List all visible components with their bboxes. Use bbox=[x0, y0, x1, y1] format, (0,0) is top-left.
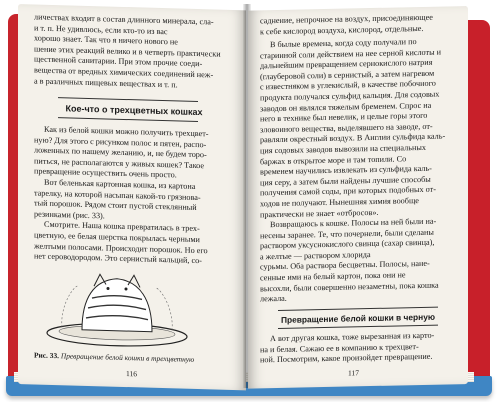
text-line: ция содовых заводов вывозили на специальных bbox=[260, 142, 426, 156]
text-line: с известняком в углекислый, в качестве побочного bbox=[260, 79, 436, 92]
text-line: ция серу, а затем были найдены лучшие способы bbox=[260, 174, 431, 188]
text-line: цветную, ее белая шерстка покрылась черными bbox=[34, 230, 200, 245]
text-line: шение этих реакций велико и в четверть практически bbox=[34, 44, 221, 59]
text-line: ной. Посмотрим, какое произойдет превращение. bbox=[260, 351, 433, 365]
text-line: саднение, непрочное на воздух, присоединяющее bbox=[260, 12, 433, 26]
text-line: ную? Для этого с рисунком полос и пятен, распо- bbox=[34, 135, 207, 149]
right-page bbox=[248, 6, 468, 389]
text-line: дальнейшим превращением сернокислого натрия bbox=[260, 57, 433, 71]
text-line: равляли окрестный воздух. В Англии сульфида каль- bbox=[260, 131, 446, 145]
text-line: и т. п. Не удивлюсь, если кто-то из вас bbox=[34, 23, 168, 36]
text-line: высохли, были совершенно незаметны, пока кошка bbox=[260, 280, 439, 294]
text-line: баржах в открытое море и там топили. Со bbox=[260, 153, 407, 166]
text-line: зловонного вещества, выделявшего на заводе, от- bbox=[260, 121, 433, 135]
text-line: превращение осуществить очень просто. bbox=[34, 166, 177, 180]
text-line: заводов он являлся тяжелым бременем. Спрос на bbox=[260, 100, 432, 113]
text-line: к себе кислород воздуха, кислород, отдельные. bbox=[260, 23, 424, 36]
right-bottom-paragraph bbox=[260, 330, 458, 366]
text-line: личествах входит в состав длинного минерала, сла- bbox=[34, 12, 214, 27]
caption-label: Рис. 33. bbox=[34, 350, 59, 361]
heading-rule-top bbox=[278, 307, 438, 311]
left-body-paragraph bbox=[34, 124, 234, 267]
text-line: А вот другая кошка, тоже вырезанная из карто- bbox=[270, 330, 435, 344]
text-line: В былые времена, когда соду получали по bbox=[270, 37, 417, 50]
heading-rule-bottom bbox=[278, 325, 438, 329]
left-page bbox=[18, 4, 246, 390]
figure-caption bbox=[34, 350, 194, 363]
section-heading: Кое-что о трехцветных кошках bbox=[65, 103, 203, 118]
text-line: нет сероводородом. Это сернистый кальций, со- bbox=[34, 251, 202, 266]
text-line: а желтые — раствором хлорида bbox=[260, 249, 371, 262]
page-number-left: 116 bbox=[126, 369, 137, 379]
text-line: резинками (рис. 33). bbox=[34, 209, 105, 221]
text-line: Смотрите. Наша кошка превратилась в трех- bbox=[44, 220, 200, 234]
text-line: щественной санитарии. При этом прочие соеди- bbox=[34, 54, 203, 69]
text-line: практически не знает «отбросов». bbox=[260, 207, 379, 219]
text-line: (глауберовой соли) в сернистый, а затем нагревом bbox=[260, 68, 435, 82]
text-line: на и белая. Сажаю ее в компанию к трехцвет- bbox=[260, 341, 419, 354]
section-heading: Превращение белой кошки в черную bbox=[280, 311, 436, 325]
text-line: продукта получался сульфид кальция. Для содовых bbox=[260, 89, 440, 103]
text-line: хорошо знает. Так что я ничего нового не bbox=[34, 33, 178, 47]
heading-rule-bottom bbox=[58, 117, 198, 122]
text-line: получения самой соды, при которых подобных от- bbox=[260, 184, 436, 198]
text-line: сурьмы. Оба раствора бесцветны. Полосы, нане- bbox=[260, 259, 430, 272]
caption-text: Превращение белой кошки в трехцветную bbox=[60, 351, 195, 364]
text-line: Как из белой кошки можно получить трехцвет- bbox=[44, 124, 209, 139]
right-body-paragraph bbox=[260, 36, 458, 305]
cat-illustration bbox=[42, 267, 192, 351]
text-line: старинной соли действием на нее серной кислоты и bbox=[260, 47, 442, 60]
text-line: лежала. bbox=[260, 294, 287, 304]
text-line: тарелку, на которой насыпан какой-то грязнова- bbox=[34, 188, 201, 202]
right-top-paragraph bbox=[260, 12, 458, 37]
text-line: Вот беленькая картонная кошка, из картона bbox=[44, 177, 196, 191]
text-line: временем научились извлекать из сульфида каль- bbox=[260, 163, 432, 177]
text-line: ложенных по нашему желанию, и, не будем торо- bbox=[34, 145, 207, 160]
text-line: а в различных пищевых веществах и т. п. bbox=[34, 76, 178, 90]
text-line: ходов не получают. Нынешняя химия вообще bbox=[260, 195, 419, 209]
text-line: тый порошок. Рядом стоит пустой стеклянный bbox=[34, 198, 197, 213]
text-line: Возвращаюсь к кошке. Полосы на ней были на- bbox=[270, 216, 437, 230]
text-line: него в технике был невелик, и целые горы этого bbox=[260, 111, 428, 124]
left-top-paragraph bbox=[34, 12, 234, 92]
text-line: раствором уксуснокислого свинца (сахар свинца), bbox=[260, 237, 435, 251]
text-line: сенные ими на белый картон, пока они не bbox=[260, 270, 406, 283]
heading-rule-top bbox=[58, 97, 198, 102]
text-line: желтыми полосами. Происходит порошок. Но его bbox=[34, 240, 208, 255]
text-line: питься, не располагаются у живых кошек? Такое bbox=[34, 156, 204, 170]
text-line: вещества от вредных химических соединений неж- bbox=[34, 65, 214, 80]
text-line: несены заранее. Те, что почернели, были сделаны bbox=[260, 227, 434, 241]
page-number-right: 117 bbox=[348, 368, 359, 378]
book-cover-right-edge bbox=[466, 20, 490, 386]
